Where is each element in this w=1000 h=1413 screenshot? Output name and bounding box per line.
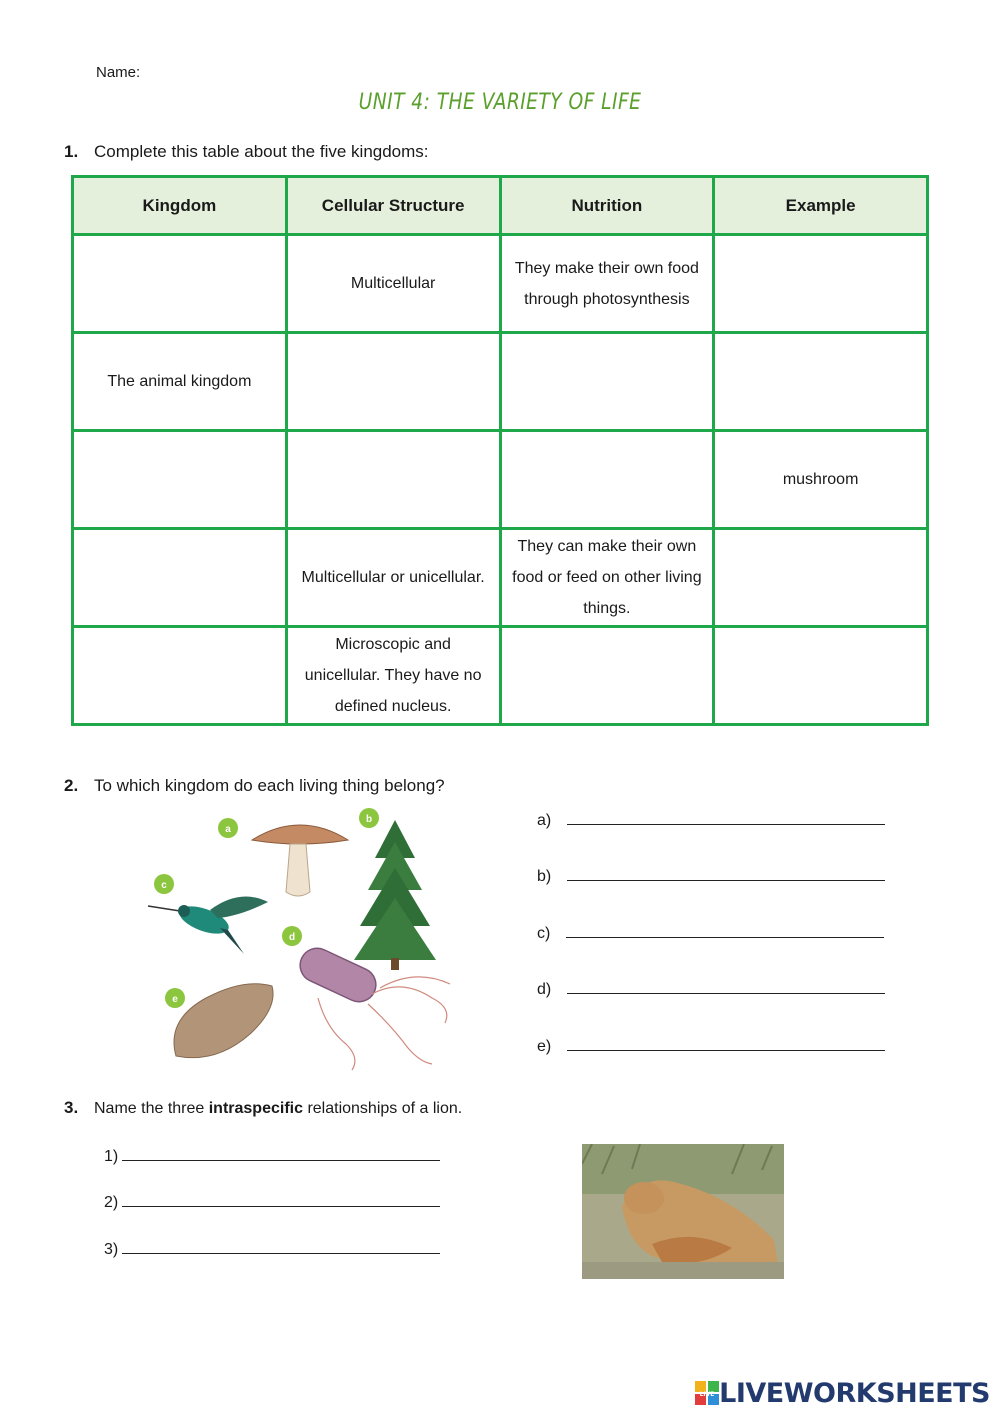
table-row xyxy=(73,627,928,725)
table-row xyxy=(73,235,928,333)
table-cell: mushroom xyxy=(714,431,928,529)
table-header-example: Example xyxy=(714,177,928,235)
table-cell[interactable] xyxy=(500,627,714,725)
badge-label: a xyxy=(225,824,231,835)
logo-text: LIVEWORKSHEETS xyxy=(719,1377,990,1409)
answer-blank[interactable] xyxy=(567,810,885,825)
table-cell: Microscopic and unicellular. They have no defined nucleus. xyxy=(286,627,500,725)
table-cell[interactable] xyxy=(714,627,928,725)
table-cell[interactable] xyxy=(73,235,287,333)
answer-blank[interactable] xyxy=(122,1239,440,1254)
table-cell[interactable] xyxy=(500,431,714,529)
relationship-row-1 xyxy=(104,1146,440,1166)
table-cell: The animal kingdom xyxy=(73,333,287,431)
name-label: Name: xyxy=(96,64,141,81)
table-cell[interactable] xyxy=(73,627,287,725)
answer-blank[interactable] xyxy=(567,866,885,881)
answer-blank[interactable] xyxy=(122,1146,440,1161)
badge-label: c xyxy=(161,880,167,891)
liveworksheets-logo-icon xyxy=(695,1381,719,1405)
table-cell[interactable] xyxy=(714,529,928,627)
table-cell: They can make their own food or feed on other living things. xyxy=(500,529,714,627)
table-header-cellular-structure: Cellular Structure xyxy=(286,177,500,235)
table-cell[interactable] xyxy=(286,333,500,431)
answer-label: c) xyxy=(537,925,551,942)
table-row xyxy=(73,333,928,431)
table-cell[interactable] xyxy=(714,333,928,431)
question-2 xyxy=(64,776,445,796)
question-number: 1. xyxy=(64,142,79,161)
mushroom-image xyxy=(252,825,348,896)
question-prompt: To which kingdom do each living thing belong? xyxy=(94,776,445,795)
question-prompt: Name the three xyxy=(94,1100,209,1117)
answer-label: d) xyxy=(537,981,552,998)
kingdoms-table xyxy=(71,175,929,726)
question-number: 2. xyxy=(64,776,79,795)
answer-label: 2) xyxy=(104,1194,119,1211)
lion-photo xyxy=(582,1144,784,1279)
table-header-nutrition: Nutrition xyxy=(500,177,714,235)
hummingbird-image xyxy=(148,897,268,954)
answer-label: a) xyxy=(537,812,552,829)
answer-label: b) xyxy=(537,868,552,885)
table-cell: Multicellular or unicellular. xyxy=(286,529,500,627)
question-prompt-bold: intraspecific xyxy=(208,1100,303,1117)
answer-row-d xyxy=(537,979,885,999)
answer-blank[interactable] xyxy=(566,923,884,938)
answer-label: 1) xyxy=(104,1148,119,1165)
liveworksheets-logo xyxy=(695,1378,990,1408)
table-cell[interactable] xyxy=(73,529,287,627)
living-things-illustration xyxy=(140,808,470,1076)
table-cell[interactable] xyxy=(500,333,714,431)
answer-label: e) xyxy=(537,1038,552,1055)
table-header-kingdom: Kingdom xyxy=(73,177,287,235)
page-title: UNIT 4: THE VARIETY OF LIFE xyxy=(358,90,642,115)
table-cell[interactable] xyxy=(714,235,928,333)
answer-row-a xyxy=(537,810,885,830)
relationship-row-2 xyxy=(104,1192,440,1212)
fir-tree-image xyxy=(354,820,436,970)
answer-label: 3) xyxy=(104,1241,119,1258)
badge-label: e xyxy=(172,994,178,1005)
question-1 xyxy=(64,142,429,162)
table-row xyxy=(73,431,928,529)
table-cell[interactable] xyxy=(73,431,287,529)
question-3 xyxy=(64,1098,462,1118)
question-prompt: relationships of a lion. xyxy=(303,1100,463,1117)
logo-badge-text: LIVE xyxy=(699,1391,715,1398)
bacterium-image xyxy=(295,943,450,1070)
table-row xyxy=(73,529,928,627)
table-cell[interactable] xyxy=(286,431,500,529)
answer-blank[interactable] xyxy=(122,1192,440,1207)
table-cell: They make their own food through photosynthesis xyxy=(500,235,714,333)
answer-blank[interactable] xyxy=(567,979,885,994)
badge-label: d xyxy=(288,932,296,943)
answer-row-b xyxy=(537,866,885,886)
answer-row-c xyxy=(537,923,884,943)
question-number: 3. xyxy=(64,1098,79,1117)
relationship-row-3 xyxy=(104,1239,440,1259)
question-prompt: Complete this table about the five kingdoms: xyxy=(94,142,429,161)
answer-row-e xyxy=(537,1036,885,1056)
paramecium-image xyxy=(174,984,273,1058)
badge-label: b xyxy=(365,814,373,825)
table-cell: Multicellular xyxy=(286,235,500,333)
answer-blank[interactable] xyxy=(567,1036,885,1051)
